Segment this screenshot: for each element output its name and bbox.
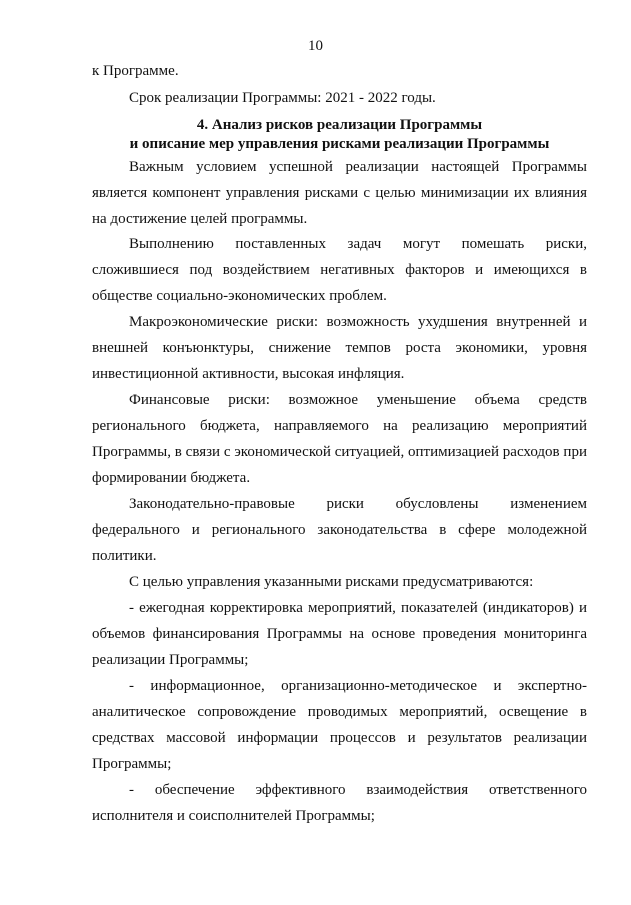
section-heading-line-1: 4. Анализ рисков реализации Программы [196, 117, 483, 133]
paragraph-7-block [92, 595, 587, 673]
paragraph-8-block [92, 673, 587, 777]
paragraph-1-block [92, 154, 587, 232]
program-term-line: Срок реализации Программы: 2021 - 2022 годы. [129, 90, 436, 106]
paragraph-risk-management: Важным условием успешной реализации настоящей Программы является компонент управления рисками с целью минимизации их влияния на достижение целей программы. [92, 159, 587, 227]
list-item-annual-adjustment: - ежегодная корректировка мероприятий, показателей (индикаторов) и объемов финансирования Программы на основе проведения мониторинга реализации Программы; [92, 600, 587, 668]
paragraph-task-risks: Выполнению поставленных задач могут помешать риски, сложившиеся под воздействием негативных факторов и имеющихся в обществе социально-экономических проблем. [92, 236, 587, 304]
paragraph-legal-risks: Законодательно-правовые риски обусловлены изменением федерального и регионального законодательства в сфере молодежной политики. [92, 496, 587, 564]
paragraph-measures-intro: С целью управления указанными рисками предусматриваются: [129, 574, 534, 590]
page-number: 10 [308, 38, 323, 54]
intro-line-block [92, 58, 587, 84]
section-heading [92, 116, 587, 154]
list-item-information-support: - информационное, организационно-методическое и экспертно-аналитическое сопровождение проводимых мероприятий, освещение в средствах массовой информации процессов и результатов реализации Программы; [92, 678, 587, 772]
list-item-effective-interaction: - обеспечение эффективного взаимодействия ответственного исполнителя и соисполнителей Программы; [92, 782, 587, 824]
paragraph-macroeconomic-risks: Макроэкономические риски: возможность ухудшения внутренней и внешней конъюнктуры, снижение темпов роста экономики, уровня инвестиционной активности, высокая инфляция. [92, 314, 587, 382]
paragraph-9-block [92, 777, 587, 829]
paragraph-2-block [92, 231, 587, 309]
intro-line: к Программе. [92, 63, 179, 79]
term-line-block [92, 85, 587, 111]
section-heading-line-2: и описание мер управления рисками реализации Программы [129, 136, 550, 152]
paragraph-financial-risks: Финансовые риски: возможное уменьшение объема средств регионального бюджета, направляемого на реализацию мероприятий Программы, в связи с экономической ситуацией, оптимизацией расходов при формировании бюджета. [92, 392, 587, 486]
paragraph-4-block [92, 387, 587, 491]
paragraph-6-block [92, 569, 587, 595]
paragraph-3-block [92, 309, 587, 387]
paragraph-5-block [92, 491, 587, 569]
